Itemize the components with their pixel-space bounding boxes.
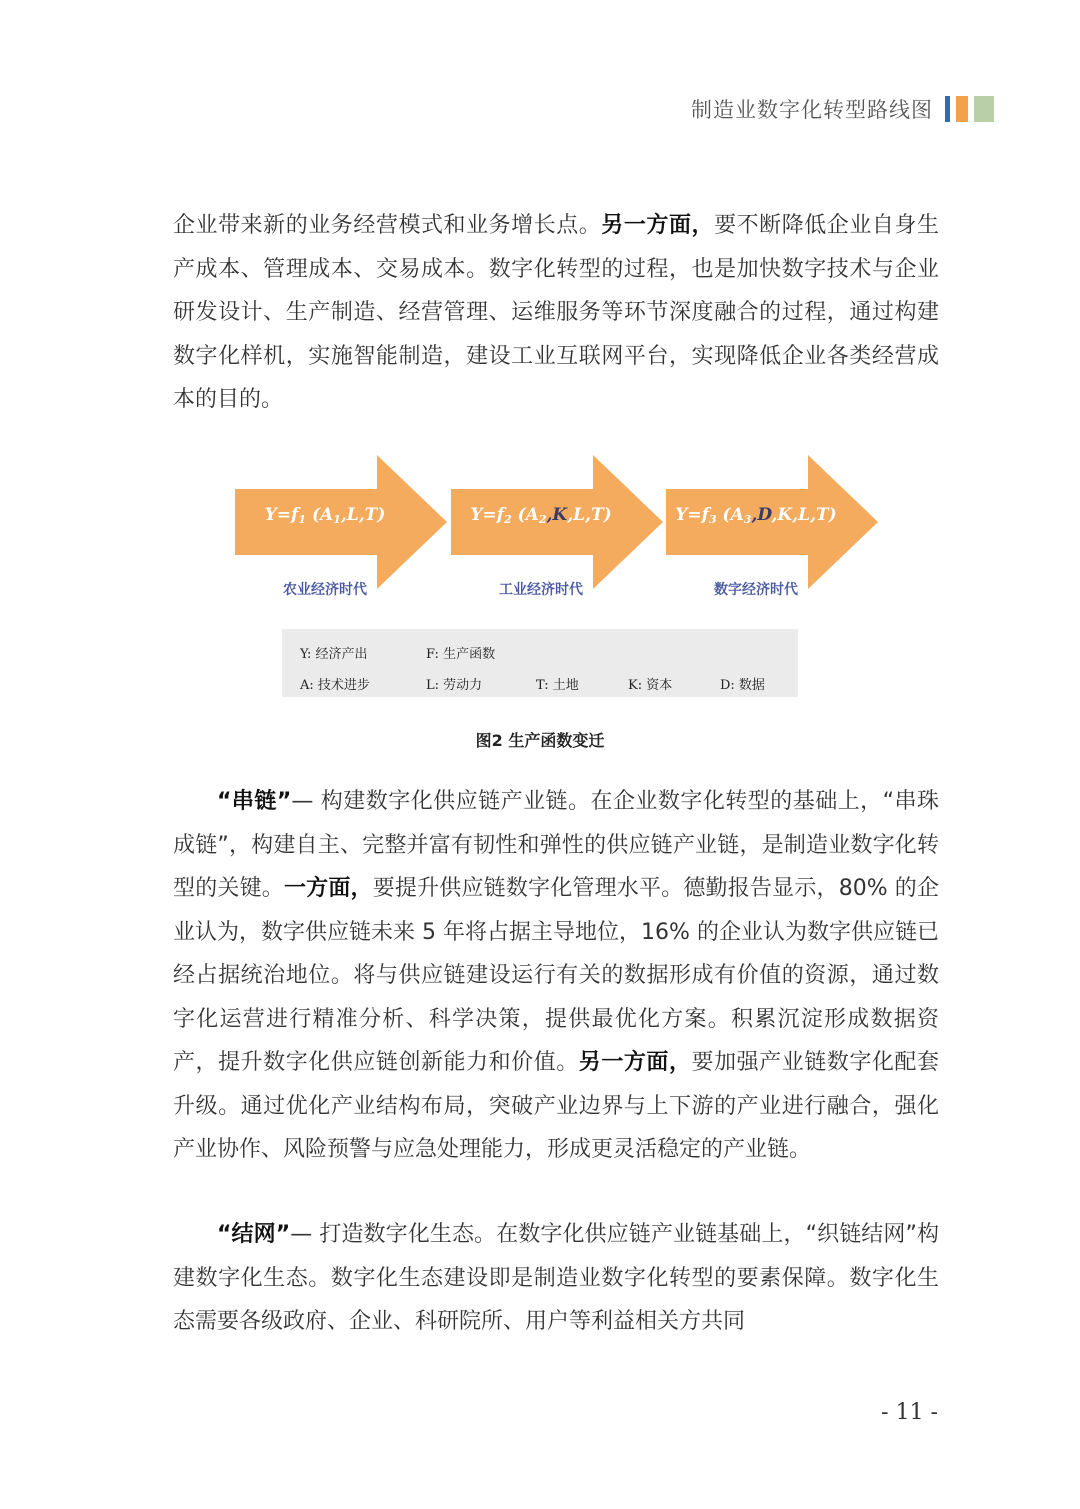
p1-text-a: 企业带来新的业务经营模式和业务增长点。 (173, 213, 602, 238)
p2-bold-a: “串链” (217, 789, 292, 814)
legend-d: D: 数据 (720, 678, 765, 693)
paragraph-1 (173, 204, 939, 422)
p1-text-c: 要不断降低企业自身生产成本、管理成本、交易成本。数字化转型的过程，也是加快数字技术与企业研发设计、生产制造、经营管理、运维服务等环节深度融合的过程，通过构建数字化样机，实施智能制造，建设工业互联网平台，实现降低企业各类经营成本的目的。 (173, 213, 939, 412)
legend-t: T: 土地 (536, 678, 579, 693)
p2-bold-c: 一方面， (283, 876, 373, 901)
p2-text-b: — 构建数字化供应链产业链。在企业数字化转型的基础上，“串珠成链”，构建自主、完整并富有韧性和弹性的供应链产业链，是制造业数字化转型的关键。 (173, 789, 939, 901)
legend-l: L: 劳动力 (426, 678, 483, 693)
paragraph-3 (173, 1213, 939, 1344)
p1-bold-b: 另一方面， (601, 213, 715, 238)
header-blue-bar (945, 96, 950, 122)
p3-text-b: — 打造数字化生态。在数字化供应链产业链基础上，“织链结网”构建数字化生态。数字化生态建设即是制造业数字化转型的要素保障。数字化生态需要各级政府、企业、科研院所、用户等利益相关方共同 (173, 1222, 939, 1334)
formula-industrial: $Y=f_2$ $(A_2,K,L,T)$ (470, 505, 612, 526)
p2-text-d: 要提升供应链数字化管理水平。德勤报告显示，80% 的企业认为，数字供应链未来 5 年将占据主导地位，16% 的企业认为数字供应链已经占据统治地位。将与供应链建设运行有关的数据形成有价值的资源，通过数字化运营进行精准分析、科学决策，提供最优化方案。积累沉淀形成数据资产，提升数字化供应链创新能力和价值。 (173, 876, 939, 1075)
arrow-digital (666, 455, 878, 598)
header-orange-bar (956, 96, 968, 122)
legend-f: F: 生产函数 (426, 647, 496, 662)
page-header (691, 94, 994, 124)
page-number: - 11 - (881, 1400, 938, 1425)
legend-a: A: 技术进步 (300, 678, 370, 693)
header-title: 制造业数字化转型路线图 (691, 98, 933, 122)
era-label-digital: 数字经济时代 (714, 582, 798, 598)
figure-caption: 图2 生产函数变迁 (475, 731, 605, 750)
p3-bold-a: “结网” (217, 1222, 291, 1247)
header-green-bar (974, 96, 994, 122)
paragraph-2 (173, 780, 939, 1172)
p2-bold-e: 另一方面， (578, 1050, 692, 1075)
legend-k: K: 资本 (628, 678, 673, 693)
figure-legend (282, 629, 798, 697)
formula-agricultural: $Y=f_1$ $(A_1,L,T)$ (264, 505, 386, 526)
formula-digital: $Y=f_3$ $(A_3,D,K,L,T)$ (675, 505, 837, 526)
era-label-agricultural: 农业经济时代 (283, 582, 367, 598)
arrow-industrial (451, 455, 663, 598)
legend-y: Y: 经济产出 (300, 647, 368, 662)
arrow-agricultural (235, 455, 447, 598)
production-function-figure (230, 455, 880, 605)
era-label-industrial: 工业经济时代 (499, 582, 583, 598)
p2-text-f: 要加强产业链数字化配套升级。通过优化产业结构布局，突破产业边界与上下游的产业进行融合，强化产业协作、风险预警与应急处理能力，形成更灵活稳定的产业链。 (173, 1050, 939, 1162)
